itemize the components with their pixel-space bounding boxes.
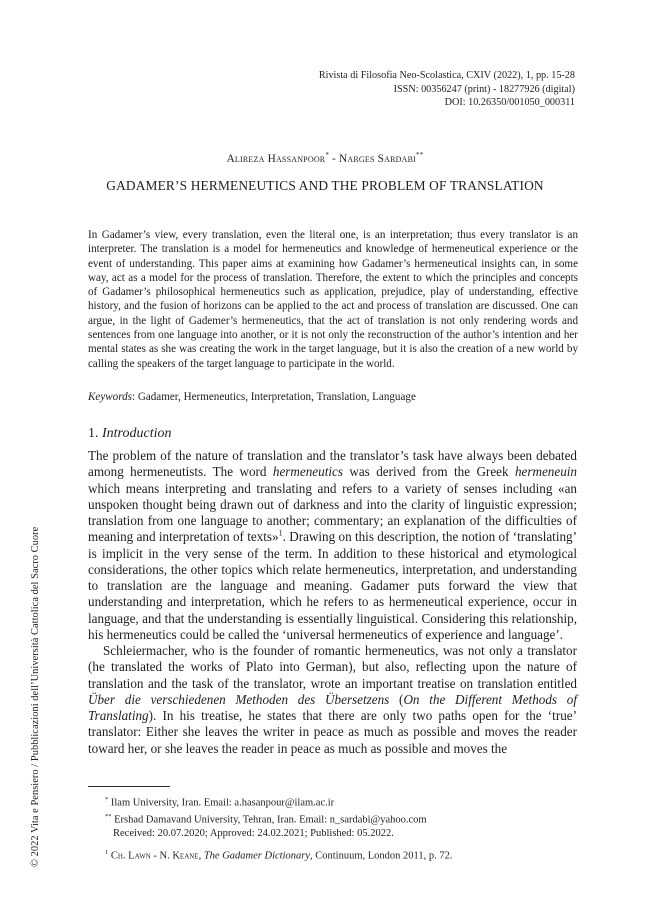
author-separator: - [329, 152, 340, 165]
paragraph [88, 643, 577, 757]
footnote-reference[interactable]: 1 [278, 528, 283, 538]
italic-term: hermeneutics [272, 464, 343, 480]
journal-citation: Rivista di Filosofia Neo-Scolastica, CXIV (2022), 1, pp. 15-28 [318, 70, 575, 81]
issn-line: ISSN: 00356247 (print) - 18277926 (digital) [393, 83, 575, 95]
footnote-citation [105, 846, 575, 863]
footnote-text: Ershad Damavand University, Tehran, Iran. Email: n_sardabi@yahoo.com [114, 814, 427, 826]
keywords-label: Keywords [88, 391, 132, 403]
author-line [0, 151, 650, 165]
footnote-text: Ilam University, Iran. Email: a.hasanpour@ilam.ac.ir [110, 797, 335, 809]
paragraph [88, 448, 577, 643]
section-heading [88, 426, 171, 442]
doi-line: DOI: 10.26350/001050_000311 [444, 97, 575, 108]
footnote-dates: Received: 20.07.2020; Approved: 24.02.2021; Published: 05.2022. [113, 827, 394, 839]
citation-details: , Continuum, London 2011, p. 72. [310, 850, 453, 862]
italic-title: On the Different Methods of Translating [88, 691, 578, 723]
abstract: In Gadamer’s view, every translation, even the literal one, is an interpretation; thus every translator is an interpreter. The translation is a model for hermeneutics and knowledge of hermeneutical experience or the event of understanding. This paper aims at examining how Gadamer’s hermeneutical insights can, in some way, act as a model for the process of translation. Therefore, the extent to which the principles and concepts of Gadamer’s philosophical hermeneutics such as application, prejudice, play of understanding, effective history, and the fusion of horizons can be applied to the act and process of translation are discussed. One can argue, in the light of Gademer’s hermeneutics, that the act of translation is not only rendering words and sentences from one language into another, or it is not only the reconstruction of the author’s intention and her mental states as she was creating the work in the target language, but it is also the creation of a new world by calling the speakers of the target language to participate in the world. [88, 229, 578, 370]
body-text [88, 448, 577, 757]
footnote-marker: * [325, 151, 330, 159]
footnote-marker: * [105, 796, 109, 803]
footnote-affiliation [105, 810, 575, 827]
keywords-separator: : [131, 391, 138, 403]
text-run: ). In his treatise, he states that there are only two paths open for the ‘true’ translator: Either she leaves the writer in peace as much as possible and moves the reader toward her, or she leaves the reader in peace as much as possible and moves the [88, 708, 577, 756]
footnote-divider [88, 786, 170, 787]
journal-header [255, 69, 575, 110]
keywords-list: Gadamer, Hermeneutics, Interpretation, Translation, Language [137, 391, 416, 403]
italic-title: Über die verschiedenen Methoden des Übersetzens [88, 691, 390, 707]
author-name: Narges Sardabi [339, 152, 417, 165]
text-run: which means interpreting and translating and refers to a variety of senses including «an unspoken thought being drawn out of darkness and into the clarity of linguistic expression; translation from one language to another; commentary; an explanation of the difficulties of meaning and interpretation of texts» [88, 480, 577, 545]
footnote-marker: ** [105, 812, 112, 820]
italic-term: hermeneuin [514, 464, 578, 480]
text-run: ( [389, 691, 404, 707]
section-title: Introduction [102, 426, 172, 441]
text-run: . Drawing on this description, the notion of ‘translating’ is implicit in the very sense of the term. In addition to these historical and etymological considerations, the other topics which relate hermeneutics, interpretation, and understanding to translation are the language and meaning. Gadamer puts forward the view that understanding and interpretation, which he refers to as hermeneutical experience, occur in language, and that the understanding is essentially linguistical. Considering this relationship, his hermeneutics could be called the ‘universal hermeneutics of experience and language’. [88, 529, 577, 642]
citation-separator: , [198, 850, 204, 862]
section-number: 1. [88, 426, 99, 441]
article-title: GADAMER’S HERMENEUTICS AND THE PROBLEM OF TRANSLATION [106, 178, 544, 193]
citation-title: The Gadamer Dictionary [203, 850, 310, 862]
copyright-notice: © 2022 Vita e Pensiero / Pubblicazioni dell’Università Cattolica del Sacro Cuore [30, 526, 41, 867]
text-run: was derived from the Greek [342, 464, 515, 480]
footnotes [105, 793, 575, 863]
footnote-marker: 1 [105, 849, 109, 857]
keywords [88, 390, 578, 404]
citation-authors: Ch. Lawn - N. Keane [110, 850, 199, 862]
text-run: Schleiermacher, who is the founder of romantic hermeneutics, was not only a translator (he translated the works of Plato into German), but also, reflecting upon the nature of translation and the task of the translator, wrote an important treatise on translation entitled [88, 643, 577, 691]
footnote-marker: ** [416, 151, 424, 159]
footnote-affiliation [105, 793, 575, 810]
text-run: The problem of the nature of translation and the translator’s task have always been debated among hermeneutists. The word [88, 448, 577, 480]
author-name: Alireza Hassanpoor [226, 152, 326, 165]
